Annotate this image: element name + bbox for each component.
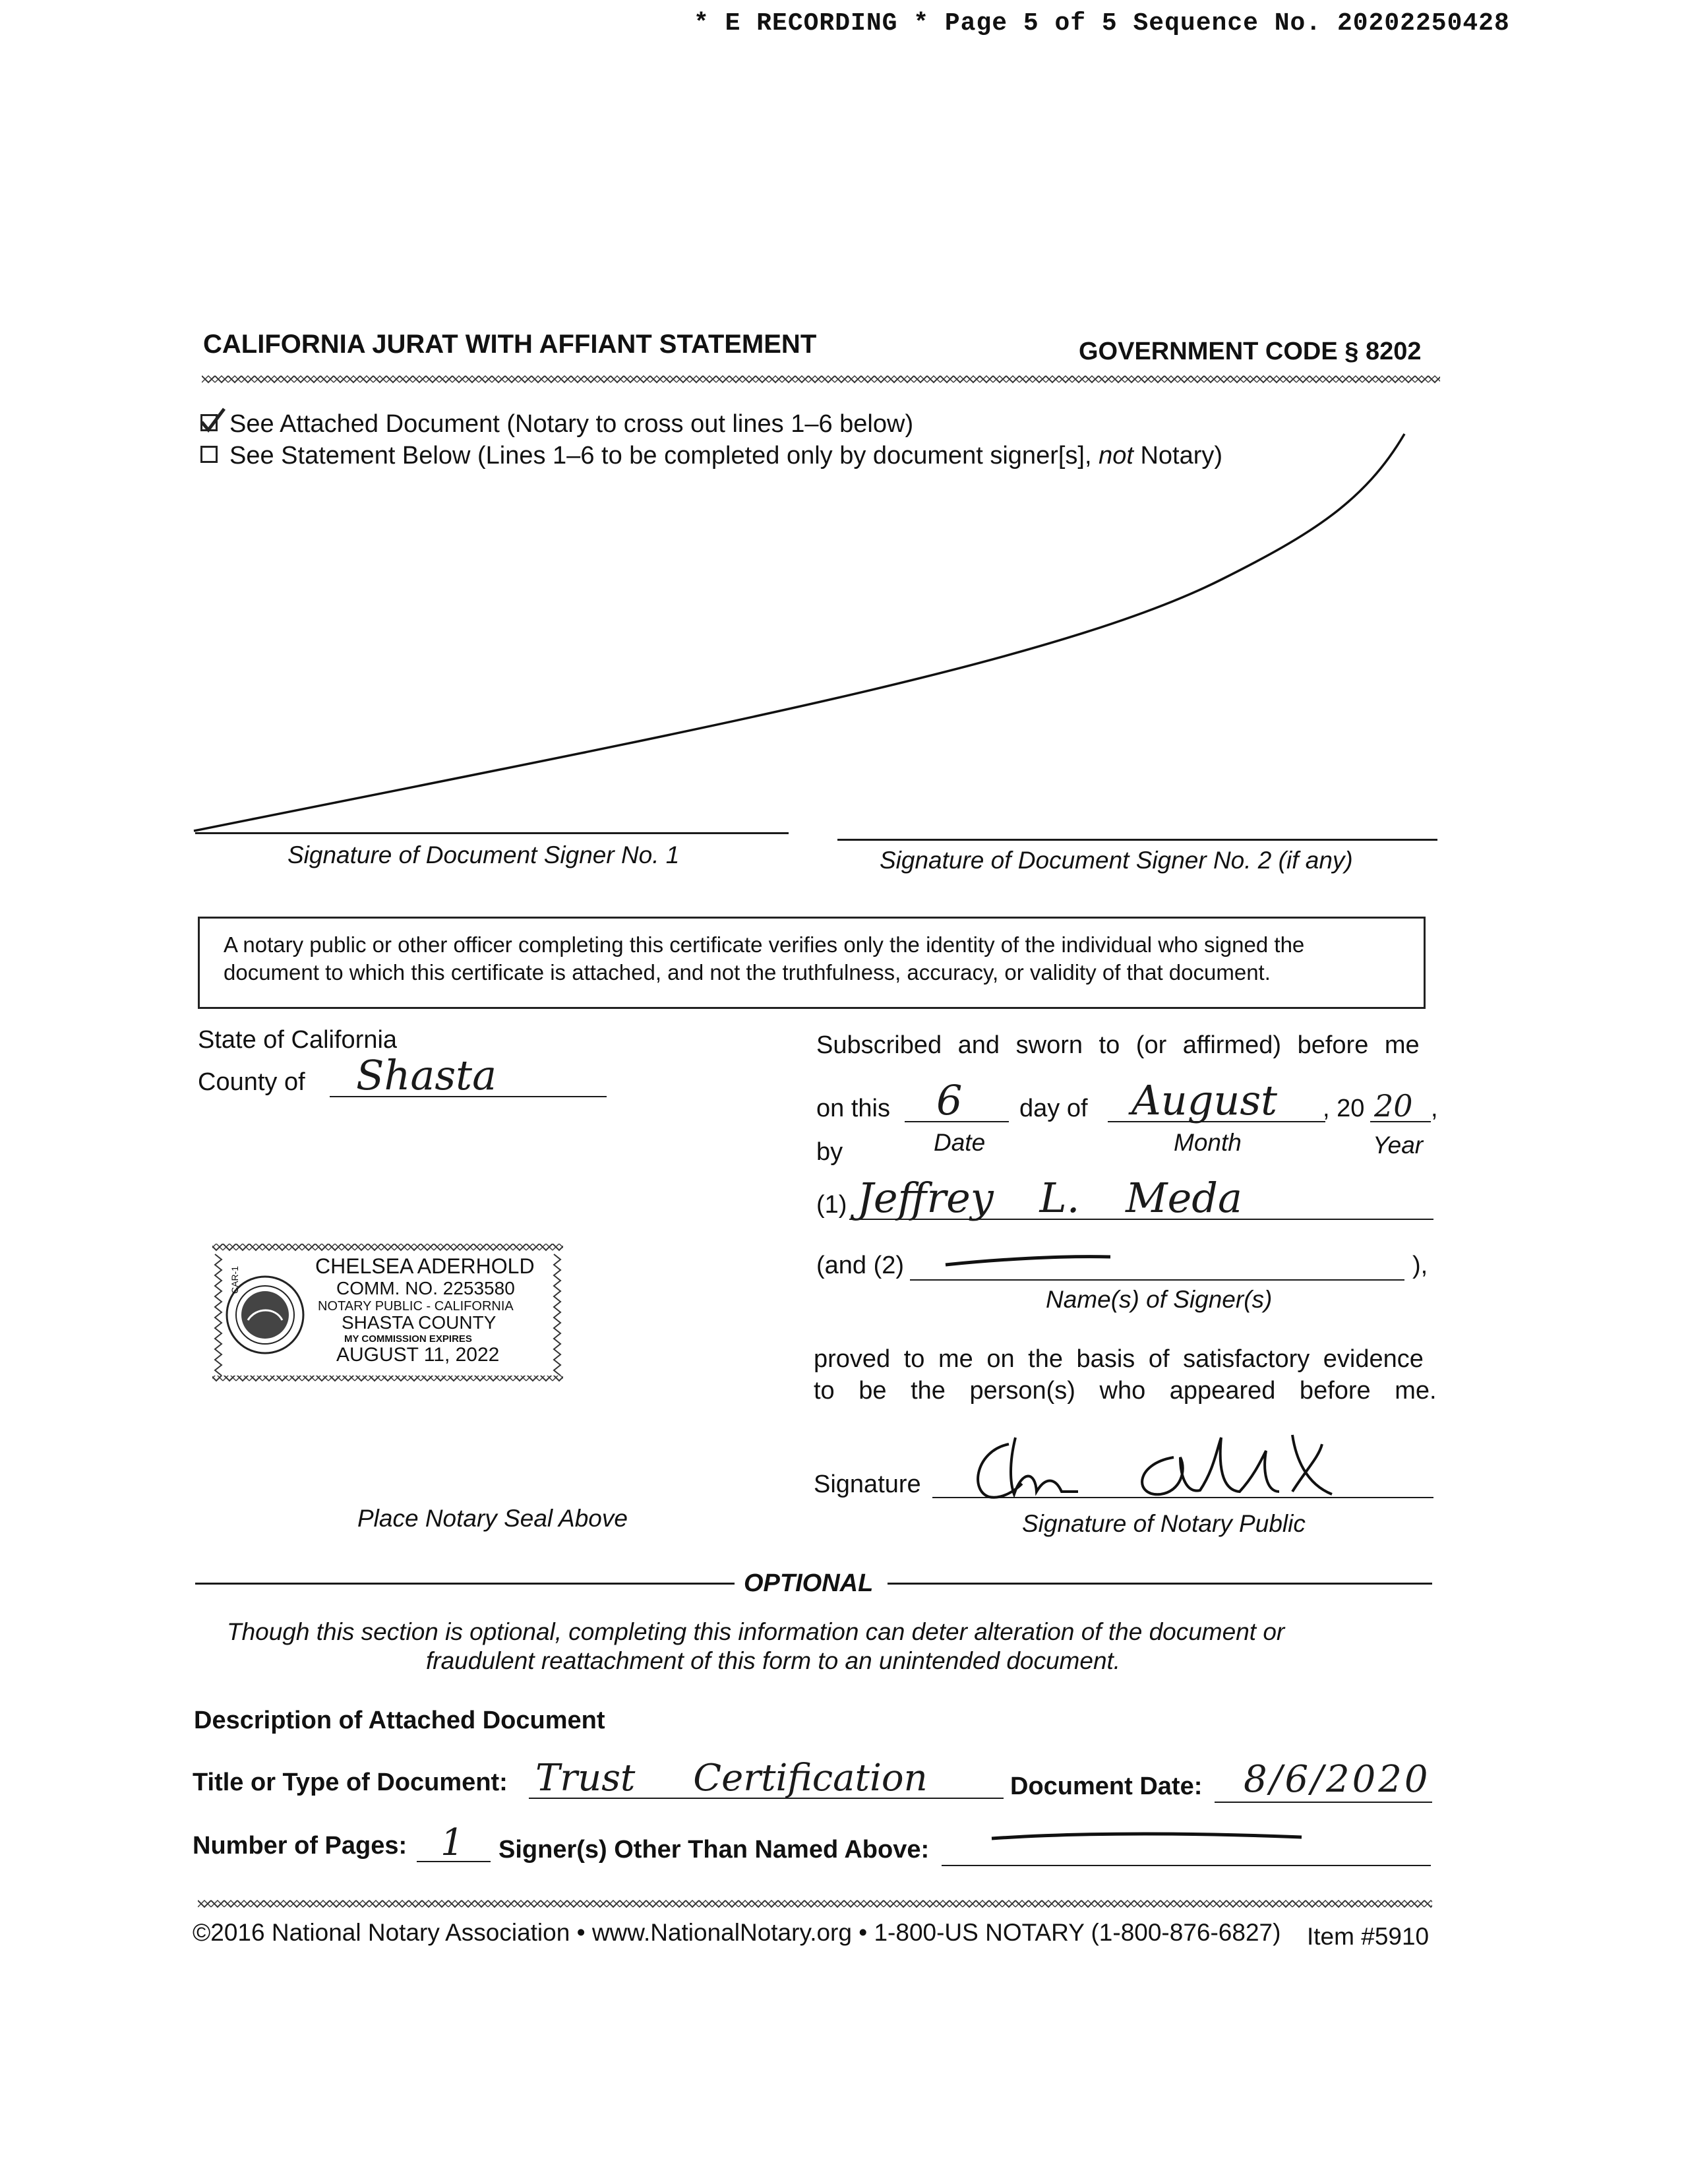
footer-copyright: ©2016 National Notary Association • www.NationalNotary.org • 1-800-US NOTARY (1-800-876-6827)	[193, 1919, 1281, 1946]
description-heading: Description of Attached Document	[194, 1707, 605, 1734]
title-type-value: Trust Certification	[535, 1757, 928, 1800]
recording-header: * E RECORDING * Page 5 of 5 Sequence No. 20202250428	[694, 9, 1510, 38]
bottom-zigzag-border	[198, 1898, 1432, 1910]
other-signers-label: Signer(s) Other Than Named Above:	[498, 1836, 930, 1864]
notice-line-1: A notary public or other officer completing this certificate verifies only the identity of the individual who signed the	[224, 932, 1305, 957]
optional-text-1: Though this section is optional, completing this information can deter alteration of the document or	[227, 1618, 1285, 1645]
names-caption: Name(s) of Signer(s)	[1046, 1286, 1273, 1313]
day-of-label: day of	[1019, 1095, 1088, 1122]
form-title: CALIFORNIA JURAT WITH AFFIANT STATEMENT	[203, 330, 817, 359]
subscribed-text: Subscribed and sworn to (or affirmed) before me	[816, 1031, 1420, 1059]
signer2-suffix: ),	[1412, 1252, 1428, 1279]
county-value: Shasta	[356, 1051, 497, 1099]
notary-handwritten-signature	[963, 1431, 1372, 1503]
top-zigzag-border	[202, 373, 1440, 385]
year-prefix: , 20	[1323, 1095, 1365, 1122]
proved-line-2: to be the person(s) who appeared before me.	[814, 1377, 1437, 1405]
notary-notice-box	[198, 917, 1426, 1009]
seal-name: CHELSEA ADERHOLD	[315, 1254, 535, 1278]
notary-signature-caption: Signature of Notary Public	[1022, 1510, 1306, 1537]
signer2-dash-stroke	[943, 1250, 1114, 1270]
by-label: by	[816, 1138, 843, 1166]
year-caption: Year	[1373, 1132, 1424, 1159]
optional-rule-left	[195, 1583, 735, 1585]
signer2-name-line	[910, 1279, 1404, 1281]
notice-line-2: document to which this certificate is attached, and not the truthfulness, accuracy, or validity of that document.	[224, 960, 1271, 985]
signer2-caption: Signature of Document Signer No. 2 (if any)	[880, 847, 1353, 874]
document-date-value: 8/6/2020	[1244, 1758, 1431, 1801]
footer-item-number: Item #5910	[1307, 1923, 1430, 1950]
seal-side-text-left: CAR-1	[229, 1265, 240, 1294]
seal-caption: Place Notary Seal Above	[357, 1505, 628, 1532]
year-comma: ,	[1431, 1095, 1438, 1122]
year-value: 20	[1374, 1088, 1413, 1124]
signer1-signature-line	[195, 832, 789, 834]
month-caption: Month	[1174, 1129, 1242, 1156]
date-caption: Date	[934, 1129, 986, 1156]
optional-rule-right	[888, 1583, 1432, 1585]
on-this-label: on this	[816, 1095, 890, 1122]
seal-expires-label: MY COMMISSION EXPIRES	[344, 1333, 472, 1345]
title-type-label: Title or Type of Document:	[193, 1769, 508, 1796]
state-label: State of California	[198, 1026, 398, 1054]
seal-expires-date: AUGUST 11, 2022	[336, 1344, 500, 1366]
signer1-name-value: Jeffrey L. Meda	[857, 1174, 1242, 1222]
county-label: County of	[198, 1068, 305, 1096]
number-of-pages-value: 1	[440, 1821, 464, 1864]
number-of-pages-label: Number of Pages:	[193, 1832, 407, 1860]
day-value: 6	[936, 1076, 963, 1124]
month-value: August	[1131, 1076, 1278, 1124]
signature-label: Signature	[814, 1471, 921, 1498]
signer1-caption: Signature of Document Signer No. 1	[287, 841, 680, 868]
government-code: GOVERNMENT CODE § 8202	[1079, 338, 1422, 365]
option-statement-label: See Statement Below (Lines 1–6 to be completed only by document signer[s], not Notary)	[229, 442, 1223, 470]
notary-seal-stamp	[210, 1241, 566, 1387]
seal-county: SHASTA COUNTY	[342, 1312, 497, 1333]
document-date-line	[1215, 1802, 1432, 1803]
other-signers-line	[942, 1865, 1431, 1866]
other-signers-dash-stroke	[989, 1827, 1306, 1844]
option-attached-label: See Attached Document (Notary to cross out lines 1–6 below)	[229, 410, 914, 438]
signer2-prefix: (and (2)	[816, 1252, 905, 1279]
optional-text-2: fraudulent reattachment of this form to an unintended document.	[426, 1647, 1121, 1674]
optional-heading: OPTIONAL	[744, 1569, 874, 1597]
document-date-label: Document Date:	[1010, 1773, 1203, 1800]
signer1-prefix: (1)	[816, 1191, 847, 1219]
proved-line-1: proved to me on the basis of satisfactory evidence	[814, 1345, 1424, 1373]
seal-commission-number: COMM. NO. 2253580	[336, 1278, 515, 1298]
cross-out-stroke	[191, 429, 1418, 837]
signer2-signature-line	[837, 839, 1437, 841]
seal-notary-state: NOTARY PUBLIC - CALIFORNIA	[318, 1299, 514, 1314]
